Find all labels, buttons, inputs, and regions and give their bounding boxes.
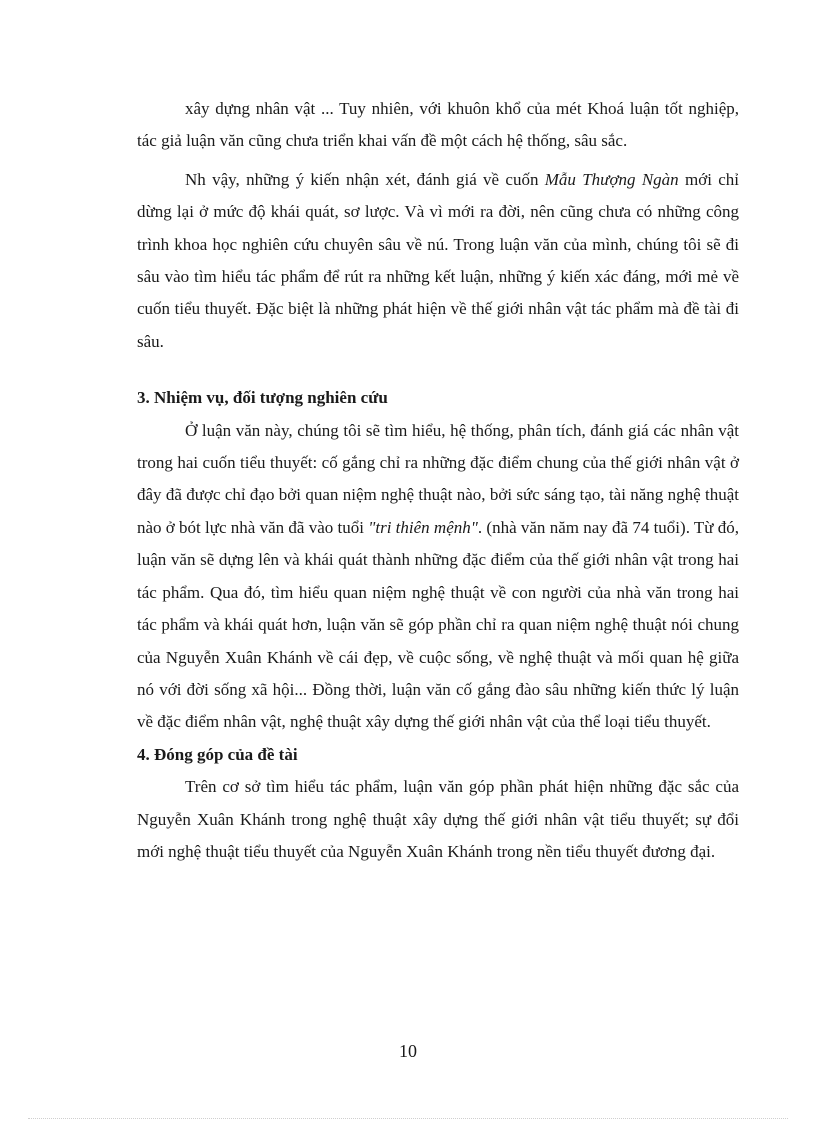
quoted-phrase: "tri thiên mệnh" [368, 517, 478, 537]
footer-divider [28, 1118, 788, 1119]
paragraph-3-text-start: Ở luận văn này, chúng tôi sẽ tìm hiểu, hệ thống, phân tích, đánh giá các nhân vật trong hai cuốn tiểu thuyết: cố gắng chỉ ra những đặc điểm chung của thế giới nhân vật ở đây đã được chỉ đạo bởi quan niệm nghệ thuật nào, bởi sức sáng tạo, tài năng nghệ thuật nào ở bót lực nhà văn đã vào tuổi [137, 420, 739, 537]
section-heading-4: 4. Đóng góp của đề tài [137, 744, 298, 764]
paragraph-3 [137, 415, 739, 739]
book-title: Mẫu Thượng Ngàn [544, 169, 679, 189]
spacer [137, 358, 739, 382]
paragraph-1 [137, 93, 739, 158]
page-content [137, 93, 739, 868]
paragraph-4 [137, 771, 739, 868]
paragraph-2-text-end: mới chỉ dừng lại ở mức độ khái quát, sơ lược. Và vì mới ra đời, nên cũng chưa có những công trình khoa học nghiên cứu chuyên sâu về nú. Trong luận văn của mình, chúng tôi sẽ đi sâu vào tìm hiểu tác phẩm để rút ra những kết luận, những ý kiến xác đáng, mới mẻ về cuốn tiểu thuyết. Đặc biệt là những phát hiện về thế giới nhân vật tác phẩm mà đề tài đi sâu. [137, 169, 739, 351]
paragraph-4-text: Trên cơ sở tìm hiểu tác phẩm, luận văn góp phần phát hiện những đặc sắc của Nguyễn Xuân Khánh trong nghệ thuật xây dựng thế giới nhân vật tiểu thuyết; sự đổi mới nghệ thuật tiểu thuyết của Nguyễn Xuân Khánh trong nền tiểu thuyết đương đại. [137, 777, 739, 861]
section-heading-3: 3. Nhiệm vụ, đối tượng nghiên cứu [137, 388, 388, 408]
page-number: 10 [399, 1041, 417, 1061]
paragraph-3-text-end: . (nhà văn năm nay đã 74 tuổi). Từ đó, luận văn sẽ dựng lên và khái quát thành những đặc điểm của thế giới nhân vật trong hai tác phẩm. Qua đó, tìm hiểu quan niệm nghệ thuật về con người của nhà văn trong hai tác phẩm và khái quát hơn, luận văn sẽ góp phần chỉ ra quan niệm nghệ thuật nói chung của Nguyễn Xuân Khánh về cái đẹp, về cuộc sống, về nghệ thuật và mối quan hệ giữa nó với đời sống xã hội... Đồng thời, luận văn cố gắng đào sâu những kiến thức lý luận về đặc điểm nhân vật, nghệ thuật xây dựng thế giới nhân vật của thể loại tiểu thuyết. [137, 517, 740, 732]
paragraph-2-text-start: Nh vậy, những ý kiến nhận xét, đánh giá về cuốn [185, 169, 545, 189]
paragraph-1-text: xây dựng nhân vật ... Tuy nhiên, với khuôn khổ của mét Khoá luận tốt nghiệp, tác giả luận văn cũng chưa triển khai vấn đề một cách hệ thống, sâu sắc. [137, 99, 739, 151]
paragraph-2 [137, 164, 739, 358]
